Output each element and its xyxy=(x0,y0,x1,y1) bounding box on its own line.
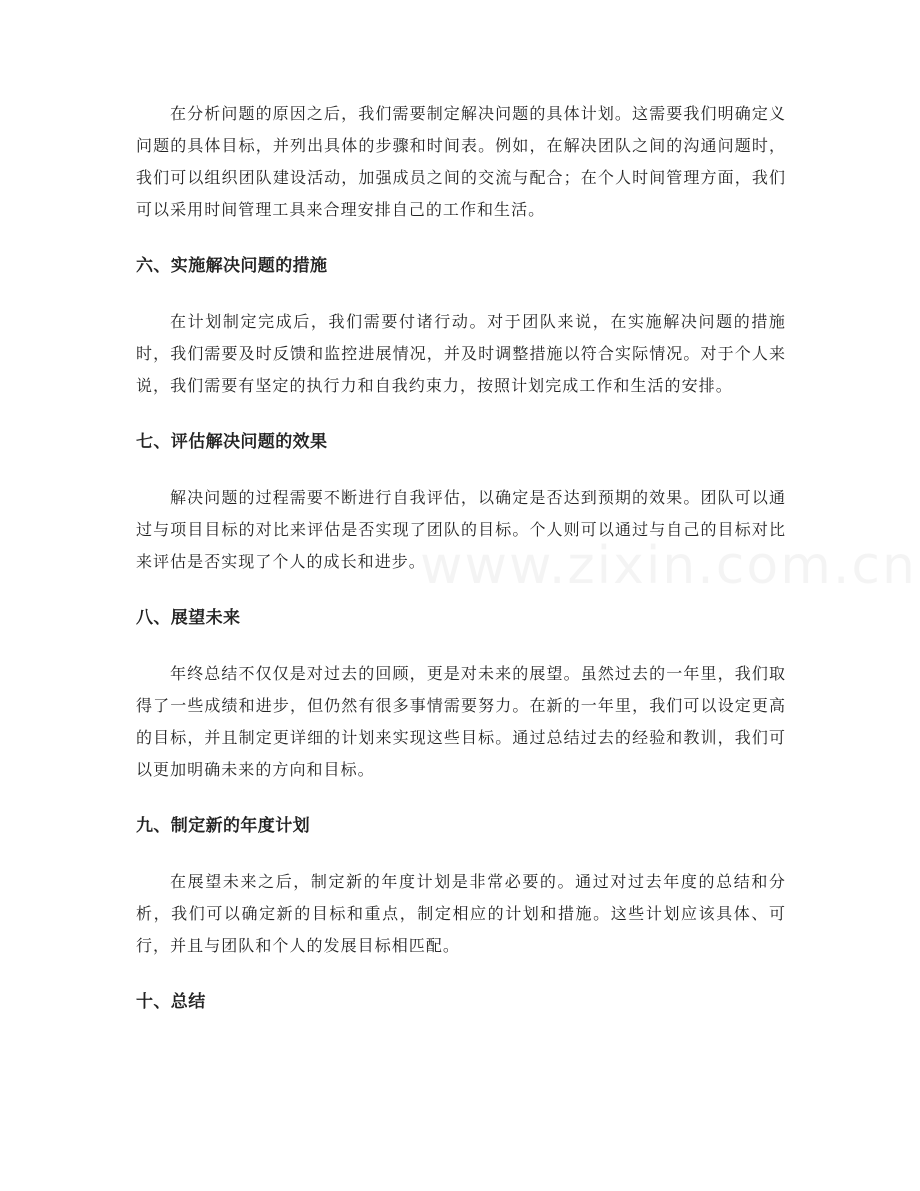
paragraph-evaluate-effect: 解决问题的过程需要不断进行自我评估，以确定是否达到预期的效果。团队可以通过与项目目标的对比来评估是否实现了团队的目标。个人则可以通过与自己的目标对比来评估是否实现了个人的成长和进步。 xyxy=(136,488,786,571)
document-body xyxy=(136,98,786,1042)
heading-annual-plan: 九、制定新的年度计划 xyxy=(136,816,310,836)
heading-implement-measures: 六、实施解决问题的措施 xyxy=(136,256,328,276)
paragraph-annual-plan: 在展望未来之后，制定新的年度计划是非常必要的。通过对过去年度的总结和分析，我们可以确定新的目标和重点，制定相应的计划和措施。这些计划应该具体、可行，并且与团队和个人的发展目标相匹配。 xyxy=(136,872,786,955)
paragraph-plan: 在分析问题的原因之后，我们需要制定解决问题的具体计划。这需要我们明确定义问题的具体目标，并列出具体的步骤和时间表。例如，在解决团队之间的沟通问题时，我们可以组织团队建设活动，加强成员之间的交流与配合；在个人时间管理方面，我们可以采用时间管理工具来合理安排自己的工作和生活。 xyxy=(136,104,786,219)
heading-evaluate-effect: 七、评估解决问题的效果 xyxy=(136,432,328,452)
heading-summary: 十、总结 xyxy=(136,992,206,1012)
heading-outlook: 八、展望未来 xyxy=(136,608,241,628)
paragraph-implement-measures: 在计划制定完成后，我们需要付诸行动。对于团队来说，在实施解决问题的措施时，我们需要及时反馈和监控进展情况，并及时调整措施以符合实际情况。对于个人来说，我们需要有坚定的执行力和自我约束力，按照计划完成工作和生活的安排。 xyxy=(136,312,786,395)
paragraph-outlook: 年终总结不仅仅是对过去的回顾，更是对未来的展望。虽然过去的一年里，我们取得了一些成绩和进步，但仍然有很多事情需要努力。在新的一年里，我们可以设定更高的目标，并且制定更详细的计划来实现这些目标。通过总结过去的经验和教训，我们可以更加明确未来的方向和目标。 xyxy=(136,664,786,779)
